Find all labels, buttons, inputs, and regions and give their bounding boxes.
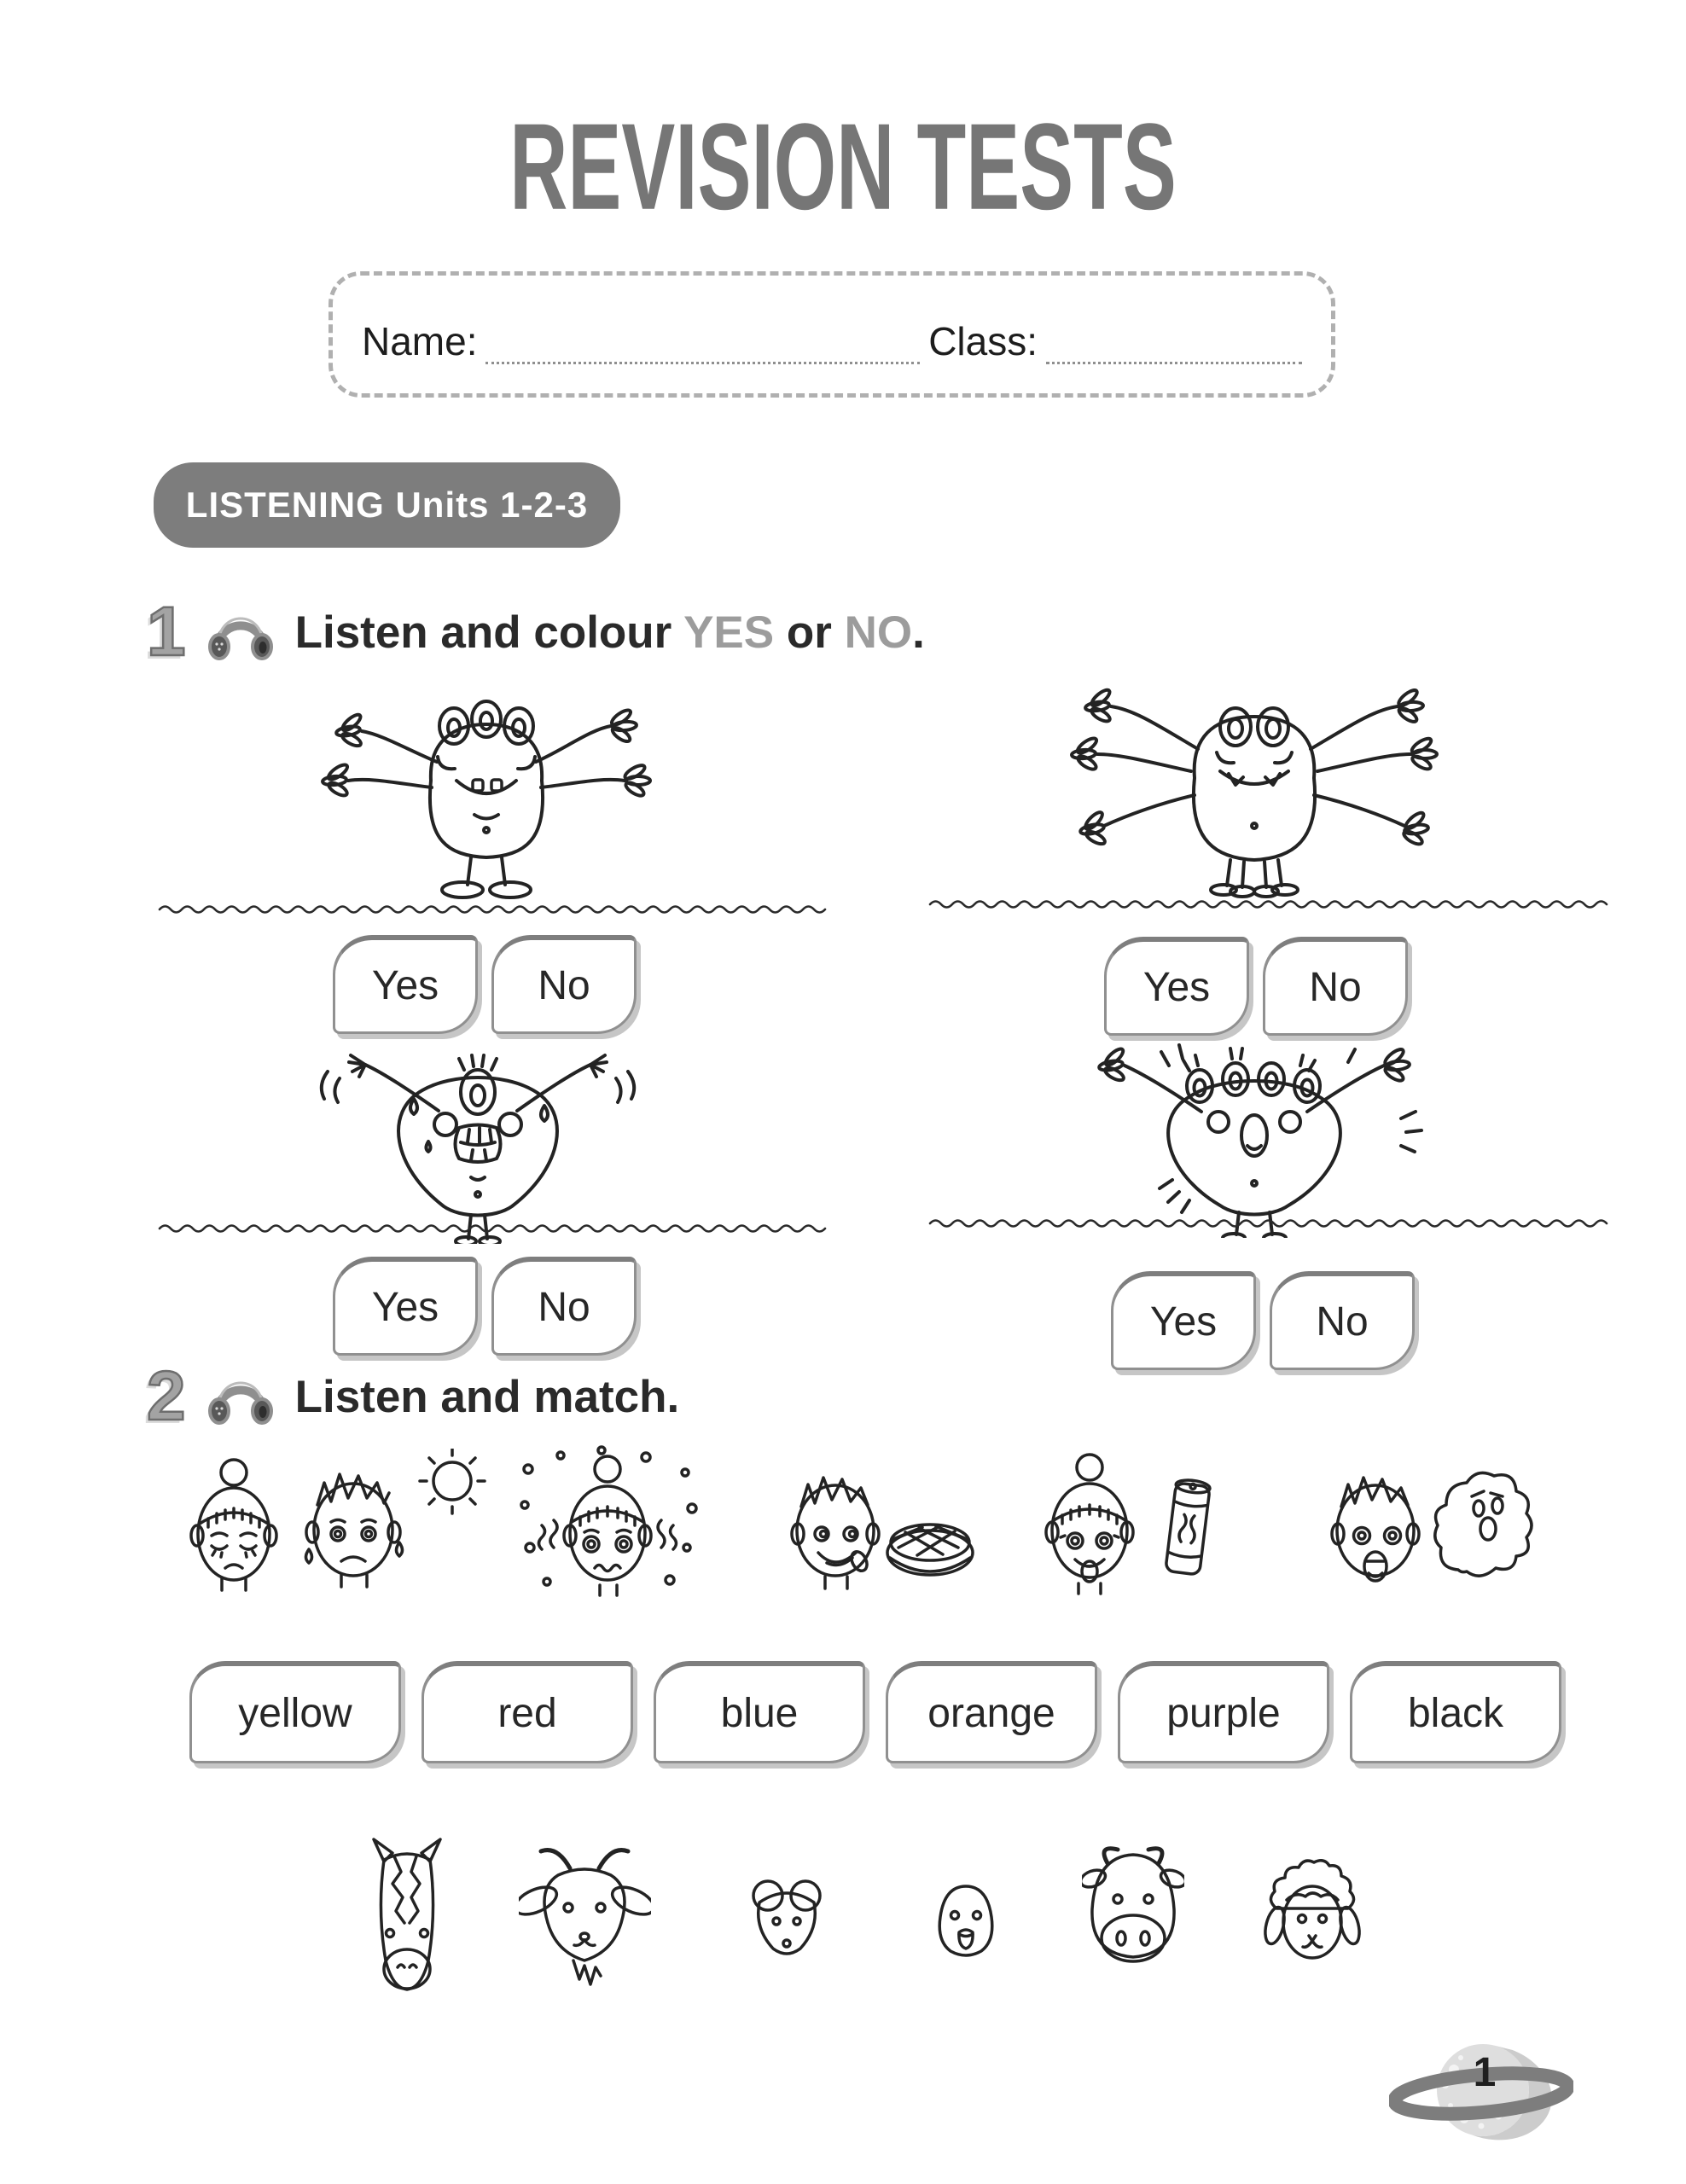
page-title: REVISION TESTS [509,98,1177,236]
exercise2-prompt: Listen and match. [294,1371,680,1422]
yes-button-1[interactable]: Yes [333,935,478,1034]
yes-no-pair-1 [333,935,637,1034]
ground-line [158,1220,834,1237]
exercise1-prompt: Listen and colour YES or NO. [294,607,925,658]
name-input-line[interactable] [485,328,920,364]
color-tag-orange[interactable]: orange [886,1661,1097,1763]
cold-girl-snow-icon[interactable] [516,1443,700,1601]
yes-button-2[interactable]: Yes [1104,937,1249,1036]
color-tag-black[interactable]: black [1350,1661,1561,1763]
goat-icon[interactable] [519,1841,651,1990]
monster-four-eyes-happy [1015,1037,1493,1238]
color-tag-purple[interactable]: purple [1118,1661,1329,1763]
cow-icon[interactable] [1082,1843,1184,1984]
yes-word: YES [683,607,775,658]
scared-boy-icon[interactable] [1329,1452,1421,1595]
yes-button-4[interactable]: Yes [1111,1271,1256,1370]
exercise2-number: 2 [147,1357,186,1435]
pie-icon[interactable] [883,1503,977,1585]
color-tags-row [189,1661,1561,1763]
ground-line [928,1215,1616,1232]
yes-button-3[interactable]: Yes [333,1257,478,1356]
monster-three-eyes-four-arms [273,678,700,910]
exercise1-number: 1 [147,593,186,671]
no-button-4[interactable]: No [1270,1271,1415,1370]
color-tag-blue[interactable]: blue [654,1661,865,1763]
color-tag-yellow[interactable]: yellow [189,1661,401,1763]
hungry-boy-icon[interactable] [789,1452,881,1595]
name-label: Name: [362,319,478,363]
horse-icon[interactable] [367,1834,448,1992]
ground-line [158,901,834,918]
page-number: 1 [1473,2050,1497,2095]
sad-girl-icon[interactable] [189,1450,279,1595]
no-word: NO [844,607,913,658]
exercise1-header [147,593,925,671]
ground-line [928,896,1616,913]
exercise2-header [147,1357,680,1435]
hot-boy-sun-icon[interactable] [300,1449,488,1594]
monster-one-eye-scared [256,1039,700,1244]
thirsty-girl-icon[interactable] [1043,1443,1137,1597]
yes-no-pair-3 [333,1257,637,1356]
bird-icon[interactable] [934,1881,998,1962]
color-tag-red[interactable]: red [422,1661,633,1763]
class-input-line[interactable] [1046,328,1302,364]
yes-no-pair-2 [1104,937,1408,1036]
headphones-icon [206,1367,275,1426]
no-button-2[interactable]: No [1263,937,1408,1036]
cola-can-icon[interactable] [1160,1472,1215,1585]
no-button-3[interactable]: No [491,1257,637,1356]
monster-two-eyes-six-arms [1015,676,1493,904]
sheep-icon[interactable] [1261,1856,1363,1966]
section-badge-listening: LISTENING Units 1-2-3 [154,462,620,548]
class-label: Class: [928,319,1038,363]
no-button-1[interactable]: No [491,935,637,1034]
yes-no-pair-4 [1111,1271,1415,1370]
name-class-box [328,271,1335,398]
mouse-icon[interactable] [749,1877,824,1962]
ghost-icon[interactable] [1429,1461,1538,1590]
headphones-icon [206,602,275,662]
